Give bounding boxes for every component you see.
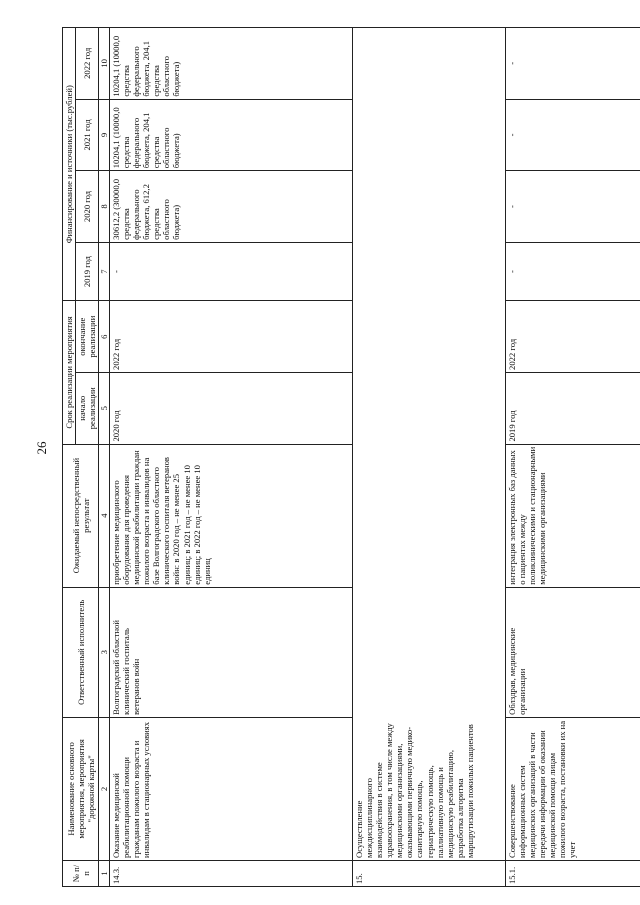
activity-name: Совершенствование информационных систем медицинских организаций в части передачи информации об оказании медицинской помощи лицам пожилого возраста, постановки их на учет	[506, 717, 640, 860]
header-term-group: Срок реализации мероприятия	[63, 301, 76, 444]
financing-2020: -	[506, 171, 640, 243]
header-name: Наименование основного мероприятия, мероприятия "дорожной карты"	[63, 717, 99, 860]
empty-cell	[353, 372, 506, 444]
row-number: 14.3.	[110, 860, 353, 886]
column-number-row	[99, 28, 110, 887]
term-end: 2022 год	[110, 301, 353, 373]
header-term-start: начало реализации	[76, 372, 99, 444]
term-end: 2022 год	[506, 301, 640, 373]
header-result: Ожидаемый непосредственный результат	[63, 444, 99, 587]
header-row-1	[63, 28, 76, 887]
activity-name: Осуществление междисциплинарного взаимодействия в системе здравоохранения, в том числе между медицинскими организациями, оказывающими первичную медико-санитарную помощь, гериатрическую помощь, паллиативную помощь и медицинскую реабилитацию, разработка алгоритма маршрутизации пожилых пациентов	[353, 717, 506, 860]
column-number: 4	[99, 444, 110, 587]
column-number: 3	[99, 587, 110, 717]
row-number: 15.1.	[506, 860, 640, 886]
responsible-executor: Облздрав, медицинские организации	[506, 587, 640, 717]
empty-cell	[353, 301, 506, 373]
header-financing-group: Финансирование и источники (тыс.рублей)	[63, 28, 76, 301]
header-term-end: окончание реализации	[76, 301, 99, 373]
financing-2021: 10204,1 (10000,0 средства федерального бюджета, 204,1 средства областного бюджета)	[110, 99, 353, 171]
responsible-executor: Волгоградский областной клинический госпиталь ветеранов войн	[110, 587, 353, 717]
column-number: 8	[99, 171, 110, 243]
column-number: 2	[99, 717, 110, 860]
financing-2019: -	[506, 242, 640, 301]
table-row	[506, 28, 640, 887]
roadmap-table	[62, 27, 640, 887]
header-2021: 2021 год	[76, 99, 99, 171]
financing-2021: -	[506, 99, 640, 171]
row-number: 15.	[353, 860, 506, 886]
header-2020: 2020 год	[76, 171, 99, 243]
header-executor: Ответственный исполнитель	[63, 587, 99, 717]
activity-name: Оказание медицинской реабилитационной помощи гражданам пожилого возраста и инвалидам в стационарных условиях	[110, 717, 353, 860]
column-number: 5	[99, 372, 110, 444]
financing-2022: -	[506, 28, 640, 100]
empty-cell	[353, 587, 506, 717]
header-no: № п/п	[63, 860, 99, 886]
financing-2019: -	[110, 242, 353, 301]
empty-cell	[353, 242, 506, 301]
column-number: 9	[99, 99, 110, 171]
empty-cell	[353, 171, 506, 243]
header-2019: 2019 год	[76, 242, 99, 301]
header-2022: 2022 год	[76, 28, 99, 100]
expected-result: приобретение медицинского оборудования для проведения медицинской реабилитации граждан пожилого возраста и инвалидов на базе Волгоградского областного клинического госпиталя ветеранов войн: в 2020 год – не менее 25 единиц; в 2021 год – не менее 10 единиц; в 2022 год – не менее 10 единиц	[110, 444, 353, 587]
table-row	[110, 28, 353, 887]
rotated-table-container	[62, 27, 628, 887]
financing-2020: 30612,2 (30000,0 средства федерального бюджета, 612,2 средства областного бюджета)	[110, 171, 353, 243]
table-row	[353, 28, 506, 887]
term-start: 2019 год	[506, 372, 640, 444]
page-number: 26	[34, 441, 49, 455]
column-number: 1	[99, 860, 110, 886]
empty-cell	[353, 28, 506, 100]
financing-2022: 10204,1 (10000,0 средства федерального бюджета, 204,1 средства областного бюджета)	[110, 28, 353, 100]
column-number: 6	[99, 301, 110, 373]
expected-result: интеграция электронных баз данных о пациентах между поликлиническими и стационарными медицинскими организациями	[506, 444, 640, 587]
column-number: 10	[99, 28, 110, 100]
empty-cell	[353, 99, 506, 171]
column-number: 7	[99, 242, 110, 301]
term-start: 2020 год	[110, 372, 353, 444]
empty-cell	[353, 444, 506, 587]
